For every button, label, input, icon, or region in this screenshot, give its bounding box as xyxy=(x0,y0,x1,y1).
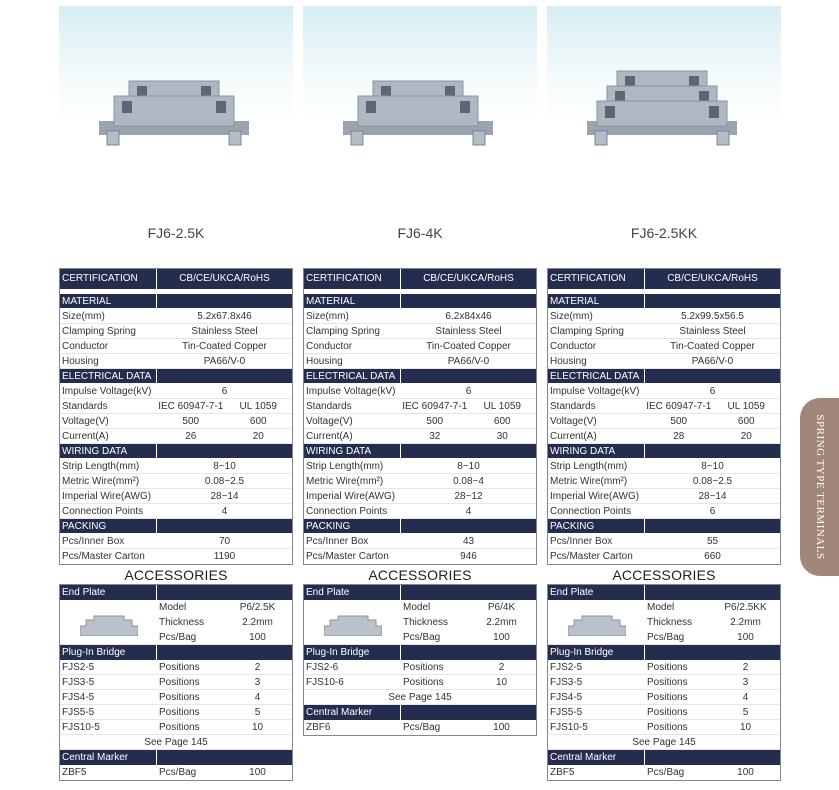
spec-key: Impulse Voltage(kV) xyxy=(306,386,396,397)
bridge-row xyxy=(60,675,292,690)
material-header xyxy=(548,294,780,309)
spec-row xyxy=(304,414,536,429)
spec-key: Metric Wire(mm²) xyxy=(306,476,384,487)
spec-value: PA66/V-0 xyxy=(691,356,734,367)
material-header xyxy=(304,294,536,309)
electrical-header xyxy=(304,369,536,384)
spec-value-ul: UL 1059 xyxy=(483,401,521,412)
spec-value-iec: IEC 60947-7-1 xyxy=(158,401,224,412)
accessories-table xyxy=(59,584,293,781)
bridge-key: Positions xyxy=(647,662,688,673)
spec-row xyxy=(60,414,292,429)
see-page-note: See Page 145 xyxy=(304,690,536,705)
spec-row xyxy=(548,324,780,339)
marker-row xyxy=(548,765,780,780)
spec-key: Clamping Spring xyxy=(550,326,624,337)
spec-value: 6 xyxy=(709,386,716,397)
spec-key: Pcs/Master Carton xyxy=(62,551,145,562)
acc-value: 2.2mm xyxy=(730,617,761,628)
terminal-block-image xyxy=(587,51,737,151)
product-photo xyxy=(547,6,781,206)
plug-in-bridge-header xyxy=(60,645,292,660)
spec-row xyxy=(60,384,292,399)
bridge-value: 5 xyxy=(254,707,261,718)
spec-value: 660 xyxy=(704,551,721,562)
marker-row xyxy=(304,720,536,735)
spec-row xyxy=(60,399,292,414)
certification-value: CB/CE/UKCA/RoHS xyxy=(667,273,758,284)
spec-value-ul: 20 xyxy=(252,431,264,442)
bridge-code: FJS4-5 xyxy=(62,692,95,703)
acc-key: Pcs/Bag xyxy=(159,632,197,643)
spec-value: Stainless Steel xyxy=(435,326,502,337)
spec-table xyxy=(547,268,781,565)
bridge-value: 2 xyxy=(498,662,505,673)
product-photo xyxy=(59,6,293,206)
wiring-header xyxy=(304,444,536,459)
end-plate-image xyxy=(324,614,382,636)
acc-value: P6/4K xyxy=(487,602,516,613)
end-plate-block xyxy=(304,600,536,645)
spec-key: Housing xyxy=(62,356,99,367)
bridge-row xyxy=(548,660,780,675)
spec-row xyxy=(548,339,780,354)
spec-value: 6 xyxy=(709,506,716,517)
spec-value-iec: IEC 60947-7-1 xyxy=(402,401,468,412)
accessories-title: ACCESSORIES xyxy=(368,567,472,583)
bridge-code: FJS3-5 xyxy=(62,677,95,688)
spec-value: 8~10 xyxy=(457,461,480,472)
product-model-title: FJ6-4K xyxy=(397,225,443,241)
spec-row xyxy=(304,474,536,489)
bridge-row xyxy=(548,720,780,735)
bridge-row xyxy=(60,660,292,675)
certification-label: CERTIFICATION xyxy=(304,269,401,289)
spec-key: Strip Length(mm) xyxy=(550,461,628,472)
spec-value-ul: 600 xyxy=(737,416,755,427)
spec-key: Pcs/Inner Box xyxy=(550,536,613,547)
bridge-key: Positions xyxy=(403,662,444,673)
spec-key: Standards xyxy=(550,401,596,412)
product-model-title: FJ6-2.5KK xyxy=(630,225,698,241)
spec-row xyxy=(548,504,780,519)
spec-value: 0.08~2.5 xyxy=(204,476,245,487)
acc-value: 100 xyxy=(249,632,266,643)
bridge-value: 3 xyxy=(254,677,261,688)
spec-row xyxy=(60,309,292,324)
spec-row xyxy=(548,399,780,414)
spec-row xyxy=(304,549,536,564)
bridge-value: 3 xyxy=(742,677,749,688)
bridge-code: FJS10-6 xyxy=(306,677,344,688)
end-plate-header xyxy=(548,585,780,600)
spec-value: 6 xyxy=(465,386,472,397)
spec-key: Clamping Spring xyxy=(306,326,380,337)
acc-key: Model xyxy=(159,602,187,613)
acc-key: Model xyxy=(403,602,431,613)
spec-key: Pcs/Master Carton xyxy=(306,551,389,562)
bridge-code: FJS3-5 xyxy=(550,677,583,688)
spec-key: Conductor xyxy=(62,341,109,352)
acc-key: Pcs/Bag xyxy=(403,632,441,643)
see-page-note: See Page 145 xyxy=(548,735,780,750)
spec-row xyxy=(304,504,536,519)
marker-key: Pcs/Bag xyxy=(647,767,685,778)
bridge-value: 2 xyxy=(254,662,261,673)
bridge-code: FJS5-5 xyxy=(62,707,95,718)
spec-value-iec: IEC 60947-7-1 xyxy=(646,401,712,412)
spec-key: Strip Length(mm) xyxy=(62,461,140,472)
spec-value-ul: 600 xyxy=(493,416,511,427)
spec-row xyxy=(548,474,780,489)
product-photo-panel xyxy=(59,6,293,206)
spec-row xyxy=(304,429,536,444)
bridge-value: 10 xyxy=(495,677,508,688)
bridge-code: FJS10-5 xyxy=(62,722,100,733)
acc-value: 2.2mm xyxy=(242,617,273,628)
bridge-value: 5 xyxy=(742,707,749,718)
product-photo-panel xyxy=(547,6,781,206)
spec-value: 5.2x99.5x56.5 xyxy=(681,311,744,322)
spec-value-ul: UL 1059 xyxy=(727,401,765,412)
acc-key: Thickness xyxy=(647,617,693,628)
electrical-header-label: ELECTRICAL DATA xyxy=(60,369,157,383)
spec-key: Metric Wire(mm²) xyxy=(62,476,140,487)
spec-value: 43 xyxy=(462,536,475,547)
spec-key: Size(mm) xyxy=(550,311,593,322)
spec-value: 4 xyxy=(465,506,472,517)
terminal-block-image xyxy=(343,51,493,151)
spec-row xyxy=(304,384,536,399)
certification-label: CERTIFICATION xyxy=(60,269,157,289)
accessories-title: ACCESSORIES xyxy=(612,567,716,583)
bridge-row xyxy=(60,705,292,720)
spec-row xyxy=(548,549,780,564)
bridge-key: Positions xyxy=(403,677,444,688)
spec-key: Imperial Wire(AWG) xyxy=(550,491,640,502)
spec-key: Standards xyxy=(306,401,352,412)
bridge-value: 10 xyxy=(739,722,752,733)
spec-key: Connection Points xyxy=(306,506,388,517)
spec-value: Stainless Steel xyxy=(679,326,746,337)
spec-row xyxy=(548,354,780,369)
certification-row xyxy=(60,269,292,289)
spec-value: 5.2x67.8x46 xyxy=(197,311,252,322)
spec-row xyxy=(548,534,780,549)
spec-key: Voltage(V) xyxy=(550,416,597,427)
marker-code: ZBF5 xyxy=(550,767,575,778)
material-header-label: MATERIAL xyxy=(548,294,645,308)
bridge-key: Positions xyxy=(159,677,200,688)
spec-key: Connection Points xyxy=(550,506,632,517)
bridge-row xyxy=(304,660,536,675)
spec-row xyxy=(60,549,292,564)
spec-row xyxy=(60,504,292,519)
spec-value: 55 xyxy=(706,536,719,547)
spec-value-ul: 600 xyxy=(249,416,267,427)
packing-header-label: PACKING xyxy=(60,519,157,533)
bridge-key: Positions xyxy=(647,707,688,718)
end-plate-header-label: End Plate xyxy=(548,585,645,600)
bridge-code: FJS10-5 xyxy=(550,722,588,733)
bridge-row xyxy=(548,690,780,705)
spec-key: Current(A) xyxy=(306,431,353,442)
bridge-value: 4 xyxy=(254,692,261,703)
spec-value: 28~14 xyxy=(210,491,239,502)
spec-table xyxy=(59,268,293,565)
spec-key: Clamping Spring xyxy=(62,326,136,337)
spec-row xyxy=(304,459,536,474)
bridge-key: Positions xyxy=(159,707,200,718)
end-plate-image-cell xyxy=(60,600,157,644)
certification-value: CB/CE/UKCA/RoHS xyxy=(179,273,270,284)
spec-key: Pcs/Inner Box xyxy=(306,536,369,547)
plug-in-bridge-header-label: Plug-In Bridge xyxy=(60,645,157,660)
spec-row xyxy=(60,459,292,474)
central-marker-header xyxy=(60,750,292,765)
bridge-code: FJS2-5 xyxy=(62,662,95,673)
bridge-value: 4 xyxy=(742,692,749,703)
spec-value: Tin-Coated Copper xyxy=(670,341,755,352)
spec-value: 28~12 xyxy=(454,491,483,502)
see-page-note: See Page 145 xyxy=(60,735,292,750)
spec-key: Standards xyxy=(62,401,108,412)
spec-key: Impulse Voltage(kV) xyxy=(550,386,640,397)
spec-key: Current(A) xyxy=(62,431,109,442)
acc-value: 100 xyxy=(493,632,510,643)
spec-value: Stainless Steel xyxy=(191,326,258,337)
spec-row xyxy=(304,339,536,354)
spec-value-iec: 28 xyxy=(673,431,685,442)
material-header xyxy=(60,294,292,309)
spec-row xyxy=(60,534,292,549)
spec-row xyxy=(60,354,292,369)
spec-row xyxy=(548,384,780,399)
spec-value-ul: 20 xyxy=(740,431,752,442)
wiring-header-label: WIRING DATA xyxy=(60,444,157,458)
bridge-key: Positions xyxy=(647,692,688,703)
product-photo xyxy=(303,6,537,206)
packing-header-label: PACKING xyxy=(304,519,401,533)
spec-row xyxy=(304,309,536,324)
end-plate-header xyxy=(60,585,292,600)
spec-key: Strip Length(mm) xyxy=(306,461,384,472)
spec-value: 946 xyxy=(460,551,477,562)
spec-row xyxy=(548,459,780,474)
central-marker-header xyxy=(548,750,780,765)
end-plate-block xyxy=(548,600,780,645)
marker-key: Pcs/Bag xyxy=(403,722,441,733)
spec-value-iec: 32 xyxy=(429,431,441,442)
bridge-row xyxy=(548,675,780,690)
spec-row xyxy=(60,429,292,444)
central-marker-header xyxy=(304,705,536,720)
spec-table xyxy=(303,268,537,565)
product-photo-panel xyxy=(303,6,537,206)
spec-key: Connection Points xyxy=(62,506,144,517)
spec-key: Metric Wire(mm²) xyxy=(550,476,628,487)
spec-value: 6.2x84x46 xyxy=(445,311,492,322)
plug-in-bridge-header xyxy=(304,645,536,660)
spec-row xyxy=(60,474,292,489)
electrical-header-label: ELECTRICAL DATA xyxy=(548,369,645,383)
spec-key: Voltage(V) xyxy=(62,416,109,427)
spec-value: 6 xyxy=(221,386,228,397)
terminal-block-image xyxy=(99,51,249,151)
bridge-row xyxy=(548,705,780,720)
spec-value-iec: 500 xyxy=(182,416,200,427)
spec-row xyxy=(304,354,536,369)
acc-key: Thickness xyxy=(159,617,205,628)
spec-value: 8~10 xyxy=(701,461,724,472)
packing-header xyxy=(60,519,292,534)
acc-value: P6/2.5K xyxy=(239,602,276,613)
bridge-row xyxy=(60,690,292,705)
electrical-header-label: ELECTRICAL DATA xyxy=(304,369,401,383)
bridge-code: FJS5-5 xyxy=(550,707,583,718)
spec-key: Housing xyxy=(306,356,343,367)
material-header-label: MATERIAL xyxy=(60,294,157,308)
spec-key: Housing xyxy=(550,356,587,367)
acc-value: 2.2mm xyxy=(486,617,517,628)
plug-in-bridge-header-label: Plug-In Bridge xyxy=(548,645,645,660)
spec-row xyxy=(60,489,292,504)
spec-row xyxy=(304,534,536,549)
wiring-header xyxy=(60,444,292,459)
spec-key: Current(A) xyxy=(550,431,597,442)
accessories-table xyxy=(303,584,537,736)
bridge-key: Positions xyxy=(159,722,200,733)
marker-value: 100 xyxy=(493,722,510,733)
central-marker-header-label: Central Marker xyxy=(304,705,401,720)
certification-value: CB/CE/UKCA/RoHS xyxy=(423,273,514,284)
central-marker-header-label: Central Marker xyxy=(548,750,645,765)
end-plate-header-label: End Plate xyxy=(304,585,401,600)
bridge-code: FJS2-5 xyxy=(550,662,583,673)
spec-row xyxy=(304,324,536,339)
spec-key: Imperial Wire(AWG) xyxy=(306,491,396,502)
spec-key: Voltage(V) xyxy=(306,416,353,427)
spec-value: 28~14 xyxy=(698,491,727,502)
bridge-row xyxy=(60,720,292,735)
marker-value: 100 xyxy=(737,767,754,778)
spec-key: Impulse Voltage(kV) xyxy=(62,386,152,397)
spec-key: Size(mm) xyxy=(306,311,349,322)
spec-value-iec: 26 xyxy=(185,431,197,442)
bridge-key: Positions xyxy=(159,662,200,673)
end-plate-image xyxy=(568,614,626,636)
acc-key: Model xyxy=(647,602,675,613)
spec-key: Pcs/Inner Box xyxy=(62,536,125,547)
packing-header xyxy=(548,519,780,534)
electrical-header xyxy=(548,369,780,384)
plug-in-bridge-header xyxy=(548,645,780,660)
bridge-row xyxy=(304,675,536,690)
marker-key: Pcs/Bag xyxy=(159,767,197,778)
central-marker-header-label: Central Marker xyxy=(60,750,157,765)
marker-row xyxy=(60,765,292,780)
packing-header-label: PACKING xyxy=(548,519,645,533)
end-plate-header-label: End Plate xyxy=(60,585,157,600)
certification-row xyxy=(304,269,536,289)
acc-key: Pcs/Bag xyxy=(647,632,685,643)
accessories-table xyxy=(547,584,781,781)
spec-row xyxy=(60,339,292,354)
acc-value: P6/2.5KK xyxy=(724,602,767,613)
bridge-key: Positions xyxy=(159,692,200,703)
spec-value: 8~10 xyxy=(213,461,236,472)
spec-value: 1190 xyxy=(213,551,236,562)
spec-row xyxy=(548,489,780,504)
spec-row xyxy=(60,324,292,339)
acc-key: Thickness xyxy=(403,617,449,628)
spec-value: PA66/V-0 xyxy=(447,356,490,367)
wiring-header-label: WIRING DATA xyxy=(304,444,401,458)
electrical-header xyxy=(60,369,292,384)
spec-value-ul: UL 1059 xyxy=(239,401,277,412)
spec-row xyxy=(304,399,536,414)
spec-key: Size(mm) xyxy=(62,311,105,322)
spec-key: Imperial Wire(AWG) xyxy=(62,491,152,502)
bridge-key: Positions xyxy=(647,677,688,688)
bridge-code: FJS2-6 xyxy=(306,662,339,673)
spec-row xyxy=(548,429,780,444)
spec-value: 0.08~4 xyxy=(453,476,484,487)
certification-label: CERTIFICATION xyxy=(548,269,645,289)
product-model-title: FJ6-2.5K xyxy=(147,225,205,241)
spec-key: Conductor xyxy=(306,341,353,352)
bridge-value: 10 xyxy=(251,722,264,733)
end-plate-header xyxy=(304,585,536,600)
wiring-header xyxy=(548,444,780,459)
spec-value: 4 xyxy=(221,506,228,517)
end-plate-image-cell xyxy=(548,600,645,644)
spec-value-iec: 500 xyxy=(670,416,688,427)
section-tab xyxy=(800,398,839,576)
spec-value: 0.08~2.5 xyxy=(692,476,733,487)
wiring-header-label: WIRING DATA xyxy=(548,444,645,458)
spec-value: Tin-Coated Copper xyxy=(426,341,511,352)
spec-row xyxy=(548,414,780,429)
spec-key: Conductor xyxy=(550,341,597,352)
section-tab-label: SPRING TYPE TERMINALS xyxy=(813,414,826,560)
bridge-value: 2 xyxy=(742,662,749,673)
certification-row xyxy=(548,269,780,289)
marker-code: ZBF6 xyxy=(306,722,331,733)
spec-value: PA66/V-0 xyxy=(203,356,246,367)
end-plate-block xyxy=(60,600,292,645)
marker-value: 100 xyxy=(249,767,266,778)
bridge-key: Positions xyxy=(647,722,688,733)
marker-code: ZBF5 xyxy=(62,767,87,778)
acc-value: 100 xyxy=(737,632,754,643)
spec-row xyxy=(548,309,780,324)
end-plate-image-cell xyxy=(304,600,401,644)
material-header-label: MATERIAL xyxy=(304,294,401,308)
end-plate-image xyxy=(80,614,138,636)
bridge-code: FJS4-5 xyxy=(550,692,583,703)
spec-value: Tin-Coated Copper xyxy=(182,341,267,352)
accessories-title: ACCESSORIES xyxy=(124,567,228,583)
spec-value-iec: 500 xyxy=(426,416,444,427)
spec-row xyxy=(304,489,536,504)
plug-in-bridge-header-label: Plug-In Bridge xyxy=(304,645,401,660)
spec-value: 70 xyxy=(218,536,231,547)
packing-header xyxy=(304,519,536,534)
spec-value-ul: 30 xyxy=(496,431,508,442)
spec-key: Pcs/Master Carton xyxy=(550,551,633,562)
